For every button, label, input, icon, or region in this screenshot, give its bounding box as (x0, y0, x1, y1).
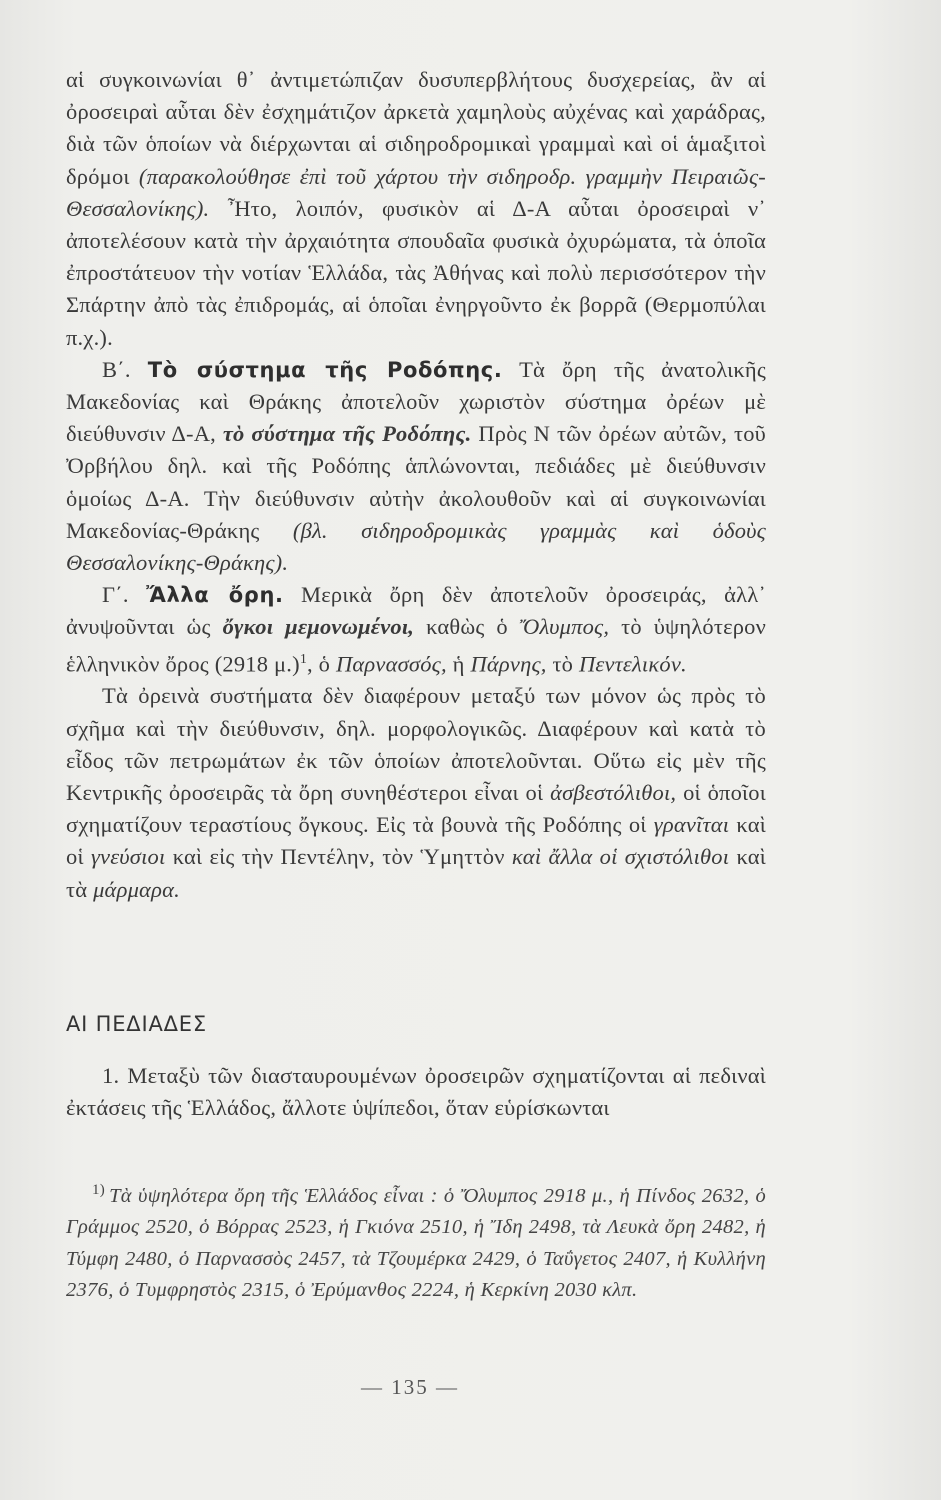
p3-parnassos: Παρνασσός, (335, 651, 447, 677)
section-marker-g: Γ΄. (102, 582, 129, 608)
paragraph-rocks (66, 680, 766, 905)
main-text (66, 64, 766, 906)
p2-bold: τὸ σύστημα τῆς Ροδόπης. (222, 421, 472, 447)
p4-text-c: καὶ οἱ (66, 812, 767, 870)
p3-text-e: ἡ (452, 651, 465, 677)
p4-limestone: ἀσβεστόλιθοι, (550, 779, 677, 805)
page-number: — 135 — (361, 1375, 459, 1399)
p3-text-b: καθὼς ὁ (426, 614, 508, 640)
p3-text-d: , ὁ (307, 651, 331, 677)
footnote-ref[interactable]: 1 (299, 651, 308, 667)
p4-text-f: καὶ τὰ (66, 844, 767, 902)
heading-rhodope: Τὸ σύστημα τῆς Ροδόπης. (147, 357, 503, 382)
footnote-marker: 1) (92, 1182, 106, 1198)
p3-bold: ὄγκοι μεμονωμένοι, (222, 614, 415, 640)
p4-text-e: οἱ (599, 844, 618, 870)
p3-olympos: Ὄλυμπος, (519, 614, 610, 640)
p4-text-d: καὶ εἰς τὴν Πεντέλην, τὸν Ὑμηττὸν (172, 844, 505, 870)
p2-italic: (βλ. σιδηροδρομικὰς γραμμὰς καὶ ὁδοὺς Θεσσαλονίκης-Θράκης). (66, 517, 766, 576)
p4-marble: μάρμαρα. (93, 876, 180, 902)
p2-text-b: Πρὸς Ν τῶν ὀρέων αὐτῶν, τοῦ Ὀρβήλου δηλ. καὶ τῆς Ροδόπης ἁπλώνονται, πεδιάδες μὲ διεύθυνσιν ὁμοίως Δ-Α. Τὴν διεύθυνσιν αὐτὴν ἀκολουθοῦν καὶ αἱ συγκοινωνίαι Μακεδονίας-Θράκης (66, 421, 767, 543)
paragraph-rhodope (66, 354, 766, 579)
p3-text-c: τὸ ὑψηλότερον ἑλληνικὸν ὄρος (2918 μ.) (66, 614, 767, 677)
p4-granites: γρανῖται (653, 812, 730, 838)
section-marker-b: Β΄. (102, 356, 131, 382)
heading-other-mountains: Ἄλλα ὄρη. (146, 583, 284, 608)
paragraph-other-mountains (66, 579, 766, 680)
p4-gneiss: γνεύσιοι (90, 844, 166, 870)
section-title-plains: ΑΙ ΠΕΔΙΑΔΕΣ (66, 1012, 207, 1036)
p3-penteli: Πεντελικόν. (578, 651, 687, 677)
p1-text: αἱ συγκοινωνίαι θ᾽ ἀντιμετώπιζαν δυσυπερβλήτους δυσχερείας, ἂν αἱ ὀροσειραὶ αὗται δὲν ἐσχημάτιζον ἀρκετὰ χαμηλοὺς αὐχένας καὶ χαράδρας, διὰ τῶν ὁποίων νὰ διέρχωνται αἱ σιδηροδρομικαὶ γραμμαὶ καὶ οἱ ἁμαξιτοὶ δρόμοι (66, 67, 766, 189)
p3-parnis: Πάρνης, (470, 651, 547, 677)
p1-rest: Ἦτο, λοιπόν, φυσικὸν αἱ Δ-Α αὗται ὀροσειραὶ ν᾽ ἀποτελέσουν κατὰ τὴν ἀρχαιότητα σπουδαῖα φυσικὰ ὀχυρώματα, τὰ ὁποῖα ἐπροστάτευον τὴν νοτίαν Ἑλλάδα, τὰς Ἀθήνας καὶ πολὺ περισσότερον τὴν Σπάρτην ἀπὸ τὰς ἐπιδρομάς, αἱ ὁποῖαι ἐνηργοῦντο ἐκ βορρᾶ (Θερμοπύλαι π.χ.). (66, 195, 767, 350)
p4-schist: σχιστόλιθοι (624, 844, 730, 870)
p4-alla: καὶ ἄλλα (511, 844, 593, 870)
p2-text-a: Τὰ ὄρη τῆς ἀνατολικῆς Μακεδονίας καὶ Θράκης ἀποτελοῦν χωριστὸν σύστημα ὀρέων μὲ διεύθυνσιν Δ-Α, (66, 356, 766, 447)
p4-text-b: οἱ ὁποῖοι σχηματίζουν τεραστίους ὄγκους. Εἰς τὰ βουνὰ τῆς Ροδόπης οἱ (66, 779, 767, 838)
paragraph-1 (66, 64, 766, 354)
p3-text-f: τὸ (552, 651, 574, 677)
plains-paragraph-1: 1. Μεταξὺ τῶν διασταυρουμένων ὀροσειρῶν σχηματίζονται αἱ πεδιναὶ ἐκτάσεις τῆς Ἑλλάδος, ἄλλοτε ὑψίπεδοι, ὅταν εὑρίσκωνται (66, 1063, 766, 1120)
section-plains-text (66, 1060, 766, 1124)
footnote (66, 1175, 766, 1307)
p1-italic: (παρακολούθησε ἐπὶ τοῦ χάρτου τὴν σιδηροδρ. γραμμὴν Πειραιῶς-Θεσσαλονίκης). (66, 163, 767, 221)
p4-text-a: Τὰ ὀρεινὰ συστήματα δὲν διαφέρουν μεταξύ των μόνον ὡς πρὸς τὸ σχῆμα καὶ τὴν διεύθυνσιν, δηλ. μορφολογικῶς. Διαφέρουν καὶ κατὰ τὸ εἶδος τῶν πετρωμάτων ἐκ τῶν ὁποίων ἀποτελοῦνται. Οὕτω εἰς μὲν τῆς Κεντρικῆς ὀροσειρᾶς τὰ ὄρη συνηθέστεροι εἶναι οἱ (66, 683, 766, 805)
footnote-text: Τὰ ὑψηλότερα ὄρη τῆς Ἑλλάδος εἶναι : ὁ Ὄλυμπος 2918 μ., ἡ Πίνδος 2632, ὁ Γράμμος 2520, ὁ Βόρρας 2523, ἡ Γκιόνα 2510, ἡ Ἴδη 2498, τὰ Λευκὰ ὄρη 2482, ἡ Τύμφη 2480, ὁ Παρνασσὸς 2457, τὰ Τζουμέρκα 2429, ὁ Ταΰγετος 2407, ἡ Κυλλήνη 2376, ὁ Τυμφρηστὸς 2315, ὁ Ἐρύμανθος 2224, ἡ Κερκίνη 2030 κλπ. (66, 1184, 766, 1302)
p3-text-a: Μερικὰ ὄρη δὲν ἀποτελοῦν ὀροσειράς, ἀλλ᾽ ἀνυψοῦνται ὡς (66, 582, 767, 640)
